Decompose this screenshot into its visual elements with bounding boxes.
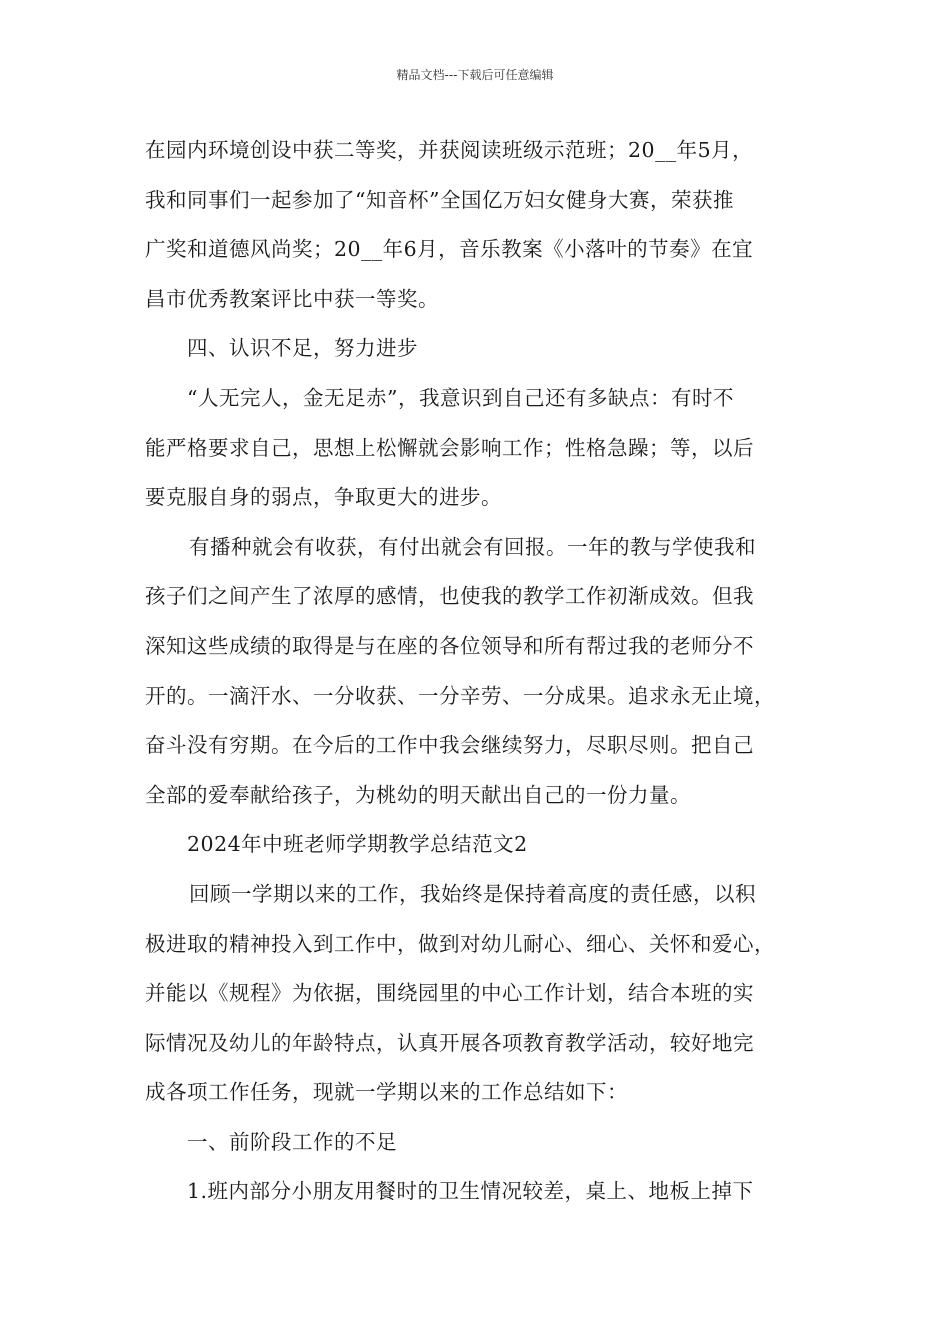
text-line: 能严格要求自己，思想上松懈就会影响工作；性格急躁；等，以后 [145, 435, 754, 460]
text-line: 要克服自身的弱点，争取更大的进步。 [145, 485, 502, 510]
document-subtitle: 2024年中班老师学期教学总结范文2 [187, 832, 528, 857]
text-line: 全部的爱奉献给孩子，为桃幼的明天献出自己的一份力量。 [145, 782, 691, 807]
text-line: 孩子们之间产生了浓厚的感情，也使我的教学工作初渐成效。但我 [145, 584, 754, 609]
text-line: 1.班内部分小朋友用餐时的卫生情况较差，桌上、地板上掉下 [187, 1179, 754, 1204]
document-body [145, 126, 810, 1217]
text-line: 深知这些成绩的取得是与在座的各位领导和所有帮过我的老师分不 [145, 633, 754, 658]
text-line: 成各项工作任务，现就一学期以来的工作总结如下： [145, 1080, 628, 1105]
text-line: 有播种就会有收获，有付出就会有回报。一年的教与学使我和 [189, 534, 756, 559]
text-line: 开的。一滴汗水、一分收获、一分辛劳、一分成果。追求永无止境， [145, 683, 775, 708]
text-line: 际情况及幼儿的年龄特点，认真开展各项教育教学活动，较好地完 [145, 1030, 754, 1055]
text-line: 在园内环境创设中获二等奖，并获阅读班级示范班；20__年5月， [145, 138, 754, 162]
text-line: 昌市优秀教案评比中获一等奖。 [145, 286, 439, 311]
text-line: 广奖和道德风尚奖；20__年6月，音乐教案《小落叶的节奏》在宜 [145, 237, 754, 262]
text-line: 回顾一学期以来的工作，我始终是保持着高度的责任感，以积 [189, 881, 756, 906]
section-heading: 四、认识不足，努力进步 [187, 336, 418, 361]
text-line: “人无完人，金无足赤”，我意识到自己还有多缺点：有时不 [187, 385, 734, 410]
text-line: 极进取的精神投入到工作中，做到对幼儿耐心、细心、关怀和爱心， [145, 931, 775, 956]
text-line: 我和同事们一起参加了“知音杯”全国亿万妇女健身大赛，荣获推 [145, 187, 734, 212]
text-line: 奋斗没有穷期。在今后的工作中我会继续努力，尽职尽则。把自己 [145, 733, 754, 758]
page-header: 精品文档---下载后可任意编辑 [396, 68, 554, 82]
text-line: 并能以《规程》为依据，围绕园里的中心工作计划，结合本班的实 [145, 981, 754, 1006]
section-heading: 一、前阶段工作的不足 [187, 1129, 397, 1154]
